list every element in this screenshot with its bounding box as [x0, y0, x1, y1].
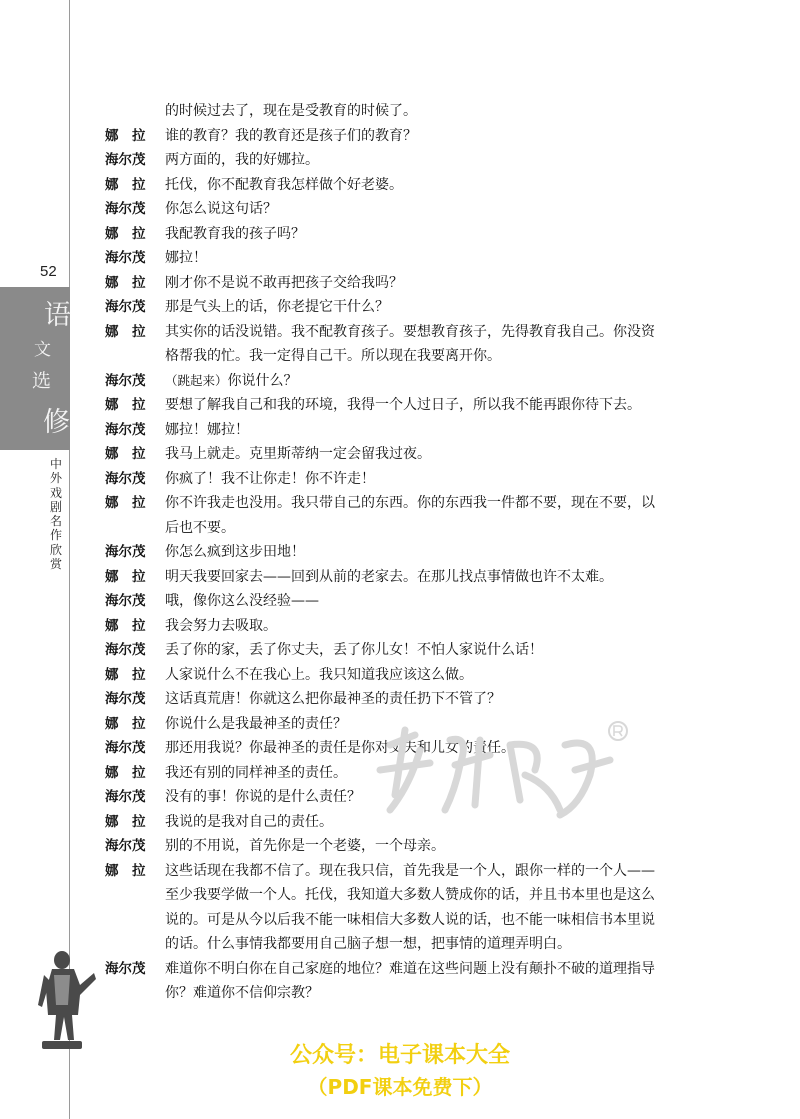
- dialogue-line: [105, 540, 725, 565]
- speaker-name: 海尔茂: [105, 299, 146, 315]
- speech-content: 我配教育我的孩子吗？: [165, 225, 305, 242]
- speech-content: 那是气头上的话，你老提它干什么？: [165, 299, 389, 315]
- speech-content: 你不许我走也没用。我只带自己的东西。你的东西我一件都不要，现在不要，以: [165, 495, 655, 511]
- speaker-name: 海尔茂: [105, 544, 146, 560]
- speech-content: 明天我要回家去——回到从前的老家去。在那儿找点事情做也许不太难。: [165, 568, 613, 585]
- series-title-vertical: [48, 457, 64, 571]
- speech-text: [165, 320, 725, 345]
- speech-text: [165, 859, 725, 884]
- dialogue-line: [105, 614, 725, 639]
- speech-content: 我说的是我对自己的责任。: [165, 813, 333, 830]
- play-dialogue: [105, 99, 725, 1006]
- speech-content: 哦，像你这么没经验——: [165, 593, 319, 609]
- side-tab-char: 选: [32, 370, 52, 392]
- series-char: 外: [49, 471, 62, 486]
- speech-content: 至少我要学做一个人。托伐，我知道大多数人赞成你的话，并且书本里也是这么: [165, 887, 655, 903]
- speech-content: 说的。可是从今以后我不能一味相信大多数人说的话，也不能一味相信书本里说: [165, 911, 655, 928]
- speaker-name: 海尔茂: [105, 250, 146, 266]
- speaker-name: 娜 拉: [105, 176, 146, 193]
- speaker-name: 海尔茂: [105, 691, 146, 707]
- side-tab-char: 文: [34, 340, 51, 360]
- speaker-name: 娜 拉: [105, 813, 146, 830]
- speaker-name: 娜 拉: [105, 617, 146, 634]
- speech-content: 那还用我说？你最神圣的责任是你对丈夫和儿女的责任。: [165, 740, 515, 756]
- dialogue-line: [105, 467, 725, 492]
- speech-text: [165, 957, 725, 982]
- speech-text: [165, 663, 725, 688]
- dialogue-line: [105, 246, 725, 271]
- speech-text: [165, 393, 725, 418]
- speech-text: [165, 834, 725, 859]
- speech-content: 这话真荒唐！你就这么把你最神圣的责任扔下不管了？: [165, 691, 501, 707]
- series-char: 中: [49, 457, 62, 471]
- speaker-name: 海尔茂: [105, 740, 146, 756]
- speaker-name: 娜 拉: [105, 323, 146, 340]
- speaker-name: 娜 拉: [105, 274, 146, 291]
- textbook-side-tab: [0, 287, 70, 450]
- speech-text: [165, 344, 725, 369]
- speech-content: 我马上就走。克里斯蒂纳一定会留我过夜。: [165, 446, 431, 462]
- speech-text: [165, 442, 725, 467]
- series-char: 名: [49, 514, 62, 529]
- speech-text: [165, 491, 725, 516]
- dialogue-line: [105, 981, 725, 1006]
- speech-text: [165, 467, 725, 492]
- speech-content: 要想了解我自己和我的环境，我得一个人过日子，所以我不能再跟你待下去。: [165, 397, 641, 413]
- speaker-name: 海尔茂: [105, 470, 146, 487]
- dialogue-line: [105, 295, 725, 320]
- dialogue-line: [105, 197, 725, 222]
- speech-text: [165, 638, 725, 663]
- speech-text: [165, 540, 725, 565]
- dialogue-line: [105, 418, 725, 443]
- speaker-name: 海尔茂: [105, 152, 146, 168]
- side-tab-char: 语: [44, 300, 71, 331]
- series-char: 剧: [49, 499, 62, 514]
- speech-content: 格帮我的忙。我一定得自己干。所以现在我要离开你。: [165, 348, 501, 364]
- speech-content: 后也不要。: [165, 519, 235, 536]
- speech-text: [165, 883, 725, 908]
- side-tab-char: 修: [43, 407, 70, 438]
- speaker-name: 娜 拉: [105, 862, 146, 879]
- speech-text: [165, 516, 725, 541]
- dialogue-line: [105, 932, 725, 957]
- speaker-name: 娜 拉: [105, 446, 146, 462]
- wechat-account-footer: 公众号：电子课本大全: [289, 1043, 510, 1068]
- page-number: 52: [40, 263, 57, 280]
- speech-content: 我会努力去吸取。: [165, 617, 277, 634]
- speech-content: 娜拉！: [165, 250, 207, 266]
- dialogue-line: [105, 320, 725, 345]
- speaker-name: 娜 拉: [105, 715, 146, 732]
- dialogue-line: [105, 344, 725, 369]
- series-char: 赏: [49, 557, 62, 572]
- speech-text: [165, 932, 725, 957]
- speech-content: 丢了你的家，丢了你丈夫，丢了你儿女！不怕人家说什么话！: [165, 642, 543, 658]
- speech-content: 你怎么疯到这步田地！: [165, 544, 305, 560]
- speech-content: 这些话现在我都不信了。现在我只信，首先我是一个人，跟你一样的一个人——: [165, 862, 655, 879]
- speaker-name: 海尔茂: [105, 593, 146, 609]
- speech-text: [165, 589, 725, 614]
- speaker-name: 娜 拉: [105, 225, 146, 242]
- speech-content: 你疯了！我不让你走！你不许走！: [165, 470, 375, 487]
- speech-content: 你？难道你不信仰宗教？: [165, 985, 319, 1001]
- speech-content: 其实你的话没说错。我不配教育孩子。要想教育孩子，先得教育我自己。你没资: [165, 323, 655, 340]
- speaker-name: 娜 拉: [105, 764, 146, 781]
- pdf-download-footer: （PDF课本免费下）: [307, 1075, 493, 1099]
- dialogue-line: [105, 957, 725, 982]
- speech-text: [165, 614, 725, 639]
- dialogue-line: [105, 663, 725, 688]
- speech-text: [165, 687, 725, 712]
- dialogue-line: [105, 908, 725, 933]
- speaker-name: 海尔茂: [105, 838, 146, 854]
- dialogue-line: [105, 271, 725, 296]
- speech-content: 你说什么？: [227, 372, 298, 389]
- speaker-name: 娜 拉: [105, 495, 146, 511]
- speech-text: [165, 565, 725, 590]
- speech-content: 娜拉！娜拉！: [165, 421, 249, 438]
- speech-content: 托伐，你不配教育我怎样做个好老婆。: [165, 176, 403, 193]
- speech-content: 两方面的，我的好娜拉。: [165, 152, 319, 168]
- speech-content: 人家说什么不在我心上。我只知道我应该这么做。: [165, 666, 473, 683]
- dialogue-line: [105, 516, 725, 541]
- series-char: 欣: [49, 542, 62, 557]
- speech-text: [165, 246, 725, 271]
- speech-text: [165, 148, 725, 173]
- speech-content: 你怎么说这句话？: [165, 201, 277, 217]
- speech-content: 我还有别的同样神圣的责任。: [165, 764, 347, 781]
- speech-text: [165, 124, 725, 149]
- dialogue-line: [105, 148, 725, 173]
- speaker-name: 海尔茂: [105, 372, 146, 389]
- publisher-watermark-logo: [360, 715, 640, 825]
- dialogue-line: [105, 589, 725, 614]
- speaker-name: 娜 拉: [105, 568, 146, 585]
- dialogue-line: [105, 393, 725, 418]
- speech-text: [165, 222, 725, 247]
- speaker-name: 娜 拉: [105, 397, 146, 413]
- speaker-name: 娜 拉: [105, 127, 146, 144]
- speech-content: 你说什么是我最神圣的责任？: [165, 715, 347, 732]
- dialogue-line: [105, 222, 725, 247]
- dialogue-line: [105, 883, 725, 908]
- speech-content: 的话。什么事情我都要用自己脑子想一想，把事情的道理弄明白。: [165, 936, 571, 952]
- series-char: 作: [49, 528, 62, 543]
- speaker-name: 海尔茂: [105, 960, 146, 977]
- speech-text: [165, 369, 725, 394]
- speech-content: 的时候过去了，现在是受教育的时候了。: [165, 103, 417, 119]
- speech-content: 刚才你不是说不敢再把孩子交给我吗？: [165, 274, 403, 291]
- dialogue-line: [105, 369, 725, 394]
- dialogue-line: [105, 124, 725, 149]
- dialogue-line: [105, 565, 725, 590]
- speech-text: [165, 197, 725, 222]
- speaker-name: 海尔茂: [105, 421, 146, 438]
- dialogue-line: [105, 859, 725, 884]
- speaker-name: 海尔茂: [105, 789, 146, 805]
- speech-content: 难道你不明白你在自己家庭的地位？难道在这些问题上没有颠扑不破的道理指导: [165, 960, 655, 977]
- dialogue-line: [105, 834, 725, 859]
- speaker-name: 海尔茂: [105, 201, 146, 217]
- dialogue-line: [105, 687, 725, 712]
- speech-content: 谁的教育？我的教育还是孩子们的教育？: [165, 127, 417, 144]
- dialogue-line: [105, 638, 725, 663]
- speaker-name: 娜 拉: [105, 666, 146, 683]
- dialogue-line: [105, 173, 725, 198]
- dialogue-line: [105, 491, 725, 516]
- speech-text: [165, 271, 725, 296]
- stage-direction: （跳起来）: [165, 372, 228, 388]
- speech-text: [165, 295, 725, 320]
- speech-text: [165, 418, 725, 443]
- speech-text: [165, 981, 725, 1006]
- speech-content: 没有的事！你说的是什么责任？: [165, 789, 361, 805]
- series-char: 戏: [49, 485, 62, 500]
- speech-content: 别的不用说，首先你是一个老婆，一个母亲。: [165, 838, 445, 854]
- speech-text: [165, 99, 725, 124]
- speech-text: [165, 908, 725, 933]
- dialogue-line: [105, 442, 725, 467]
- speaker-name: 海尔茂: [105, 642, 146, 658]
- dialogue-line: [105, 99, 725, 124]
- speech-text: [165, 173, 725, 198]
